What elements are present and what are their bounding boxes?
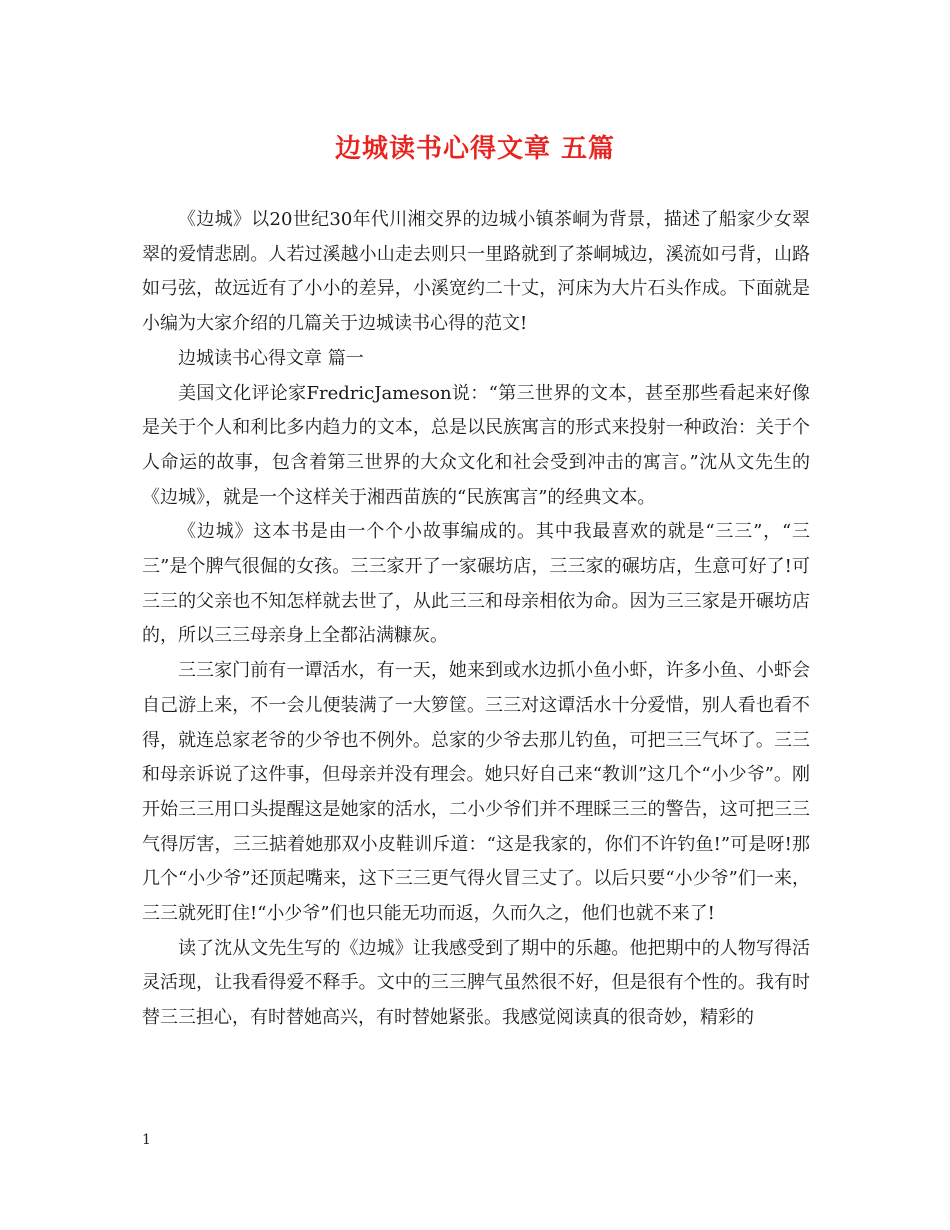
paragraph: 读了沈从文先生写的《边城》让我感受到了期中的乐趣。他把期中的人物写得活灵活现，让我看得爱不释手。文中的三三脾气虽然很不好，但是很有个性的。我有时替三三担心，有时替她高兴，有时替她紧张。我感觉阅读真的很奇妙，精彩的	[142, 937, 810, 1029]
section-heading: 边城读书心得文章 篇一	[178, 347, 364, 369]
paragraph: 三三家门前有一谭活水，有一天，她来到或水边抓小鱼小虾，许多小鱼、小虾会自己游上来，不一会儿便装满了一大箩筐。三三对这谭活水十分爱惜，别人看也看不得，就连总家老爷的少爷也不例外。总家的少爷去那儿钓鱼，可把三三气坏了。三三和母亲诉说了这件事，但母亲并没有理会。她只好自己来“教训”这几个“小少爷”。刚开始三三用口头提醒这是她家的活水，二小少爷们并不理睬三三的警告，这可把三三气得厉害，三三掂着她那双小皮鞋训斥道：“这是我家的，你们不许钓鱼!”可是呀!那几个“小少爷”还顶起嘴来，这下三三更气得火冒三丈了。以后只要“小少爷”们一来，三三就死盯住!“小少爷”们也只能无功而返，久而久之，他们也就不来了!	[142, 660, 810, 925]
document-body	[142, 203, 810, 1036]
page-number: 1	[142, 1132, 151, 1148]
paragraph-intro: 《边城》以20世纪30年代川湘交界的边城小镇茶峒为背景，描述了船家少女翠翠的爱情悲剧。人若过溪越小山走去则只一里路就到了茶峒城边，溪流如弓背，山路如弓弦，故远近有了小小的差异，小溪宽约二十丈，河床为大片石头作成。下面就是小编为大家介绍的几篇关于边城读书心得的范文!	[142, 209, 810, 335]
document-title: 边城读书心得文章 五篇	[334, 134, 616, 164]
paragraph: 《边城》这本书是由一个个小故事编成的。其中我最喜欢的就是“三三”，“三三”是个脾气很倔的女孩。三三家开了一家碾坊店，三三家的碾坊店，生意可好了!可三三的父亲也不知怎样就去世了，从此三三和母亲相依为命。因为三三家是开碾坊店的，所以三三母亲身上全都沾满糠灰。	[142, 521, 810, 647]
paragraph: 美国文化评论家FredricJameson说：“第三世界的文本，甚至那些看起来好像是关于个人和利比多内趋力的文本，总是以民族寓言的形式来投射一种政治：关于个人命运的故事，包含着第三世界的大众文化和社会受到冲击的寓言。”沈从文先生的《边城》，就是一个这样关于湘西苗族的“民族寓言”的经典文本。	[142, 382, 810, 508]
